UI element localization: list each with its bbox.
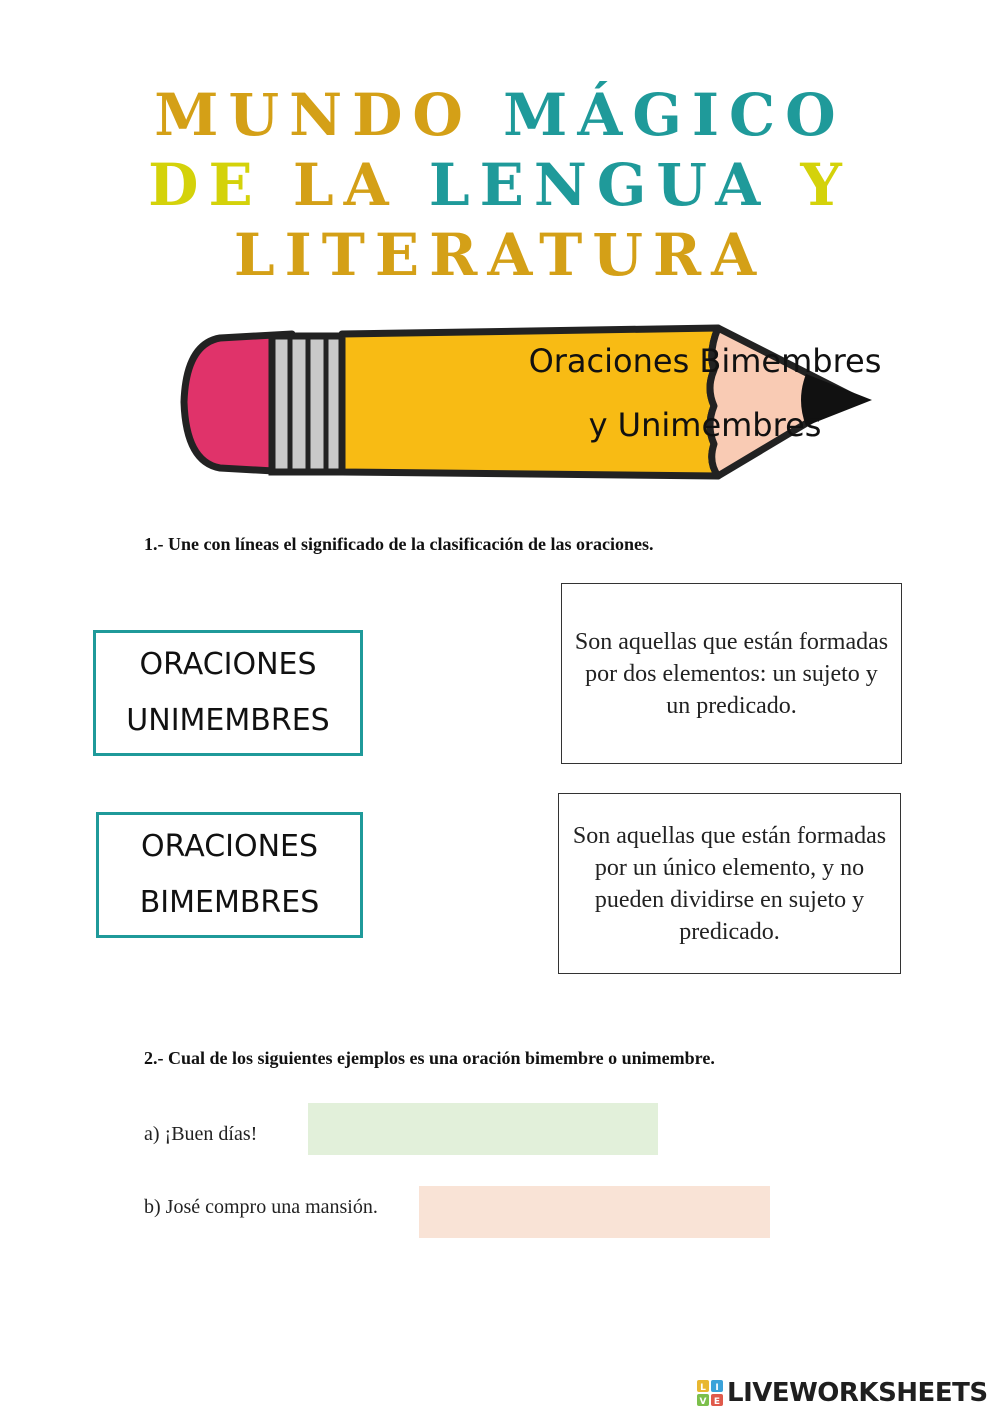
title-word: MUNDO [154,81,473,149]
logo-letter: V [699,1397,707,1406]
title-word: DE [148,151,263,219]
banner-line-1: Oraciones Bimembres [528,342,882,380]
title-word: MÁGICO [503,81,846,149]
definition-text: Son aquellas que están formadas por un único elemento, y no pueden dividirse en sujeto y predicado. [572,822,887,945]
page-title-line-2 [0,150,1000,220]
term-line: ORACIONES [139,647,317,682]
page-title-line-3 [0,220,1000,290]
title-word: Y [800,151,852,219]
answer-field-a[interactable] [308,1103,658,1155]
logo-letter: I [715,1383,719,1393]
term-box-unimembres[interactable] [93,630,363,756]
banner-line-2: y Unimembres [588,406,822,444]
exercise-1-instruction: 1.- Une con líneas el significado de la clasificación de las oraciones. [144,534,654,554]
answer-field-b[interactable] [419,1186,770,1238]
exercise-2-instruction: 2.- Cual de los siguientes ejemplos es una oración bimembre o unimembre. [144,1048,715,1068]
term-box-bimembres[interactable] [96,812,363,938]
definition-box-1[interactable] [561,583,902,764]
question-b-label: b) José compro una mansión. [144,1196,378,1218]
pencil-banner [180,322,892,482]
liveworksheets-brand: LIVEWORKSHEETS [727,1378,988,1408]
definition-text: Son aquellas que están formadas por dos elementos: un sujeto y un predicado. [574,628,889,719]
title-word: LENGUA [428,151,771,219]
logo-letter: E [713,1397,721,1406]
liveworksheets-logo [697,1378,997,1408]
question-a-label: a) ¡Buen días! [144,1123,258,1145]
term-line: BIMEMBRES [139,885,320,920]
page-title-line-1 [0,80,1000,150]
definition-box-2[interactable] [558,793,901,974]
liveworksheets-logo-icon [697,1380,723,1406]
title-word: LA [292,151,399,219]
logo-letter: L [700,1383,706,1393]
title-word: LITERATURA [233,221,767,289]
term-line: UNIMEMBRES [126,703,330,738]
term-line: ORACIONES [140,829,319,864]
